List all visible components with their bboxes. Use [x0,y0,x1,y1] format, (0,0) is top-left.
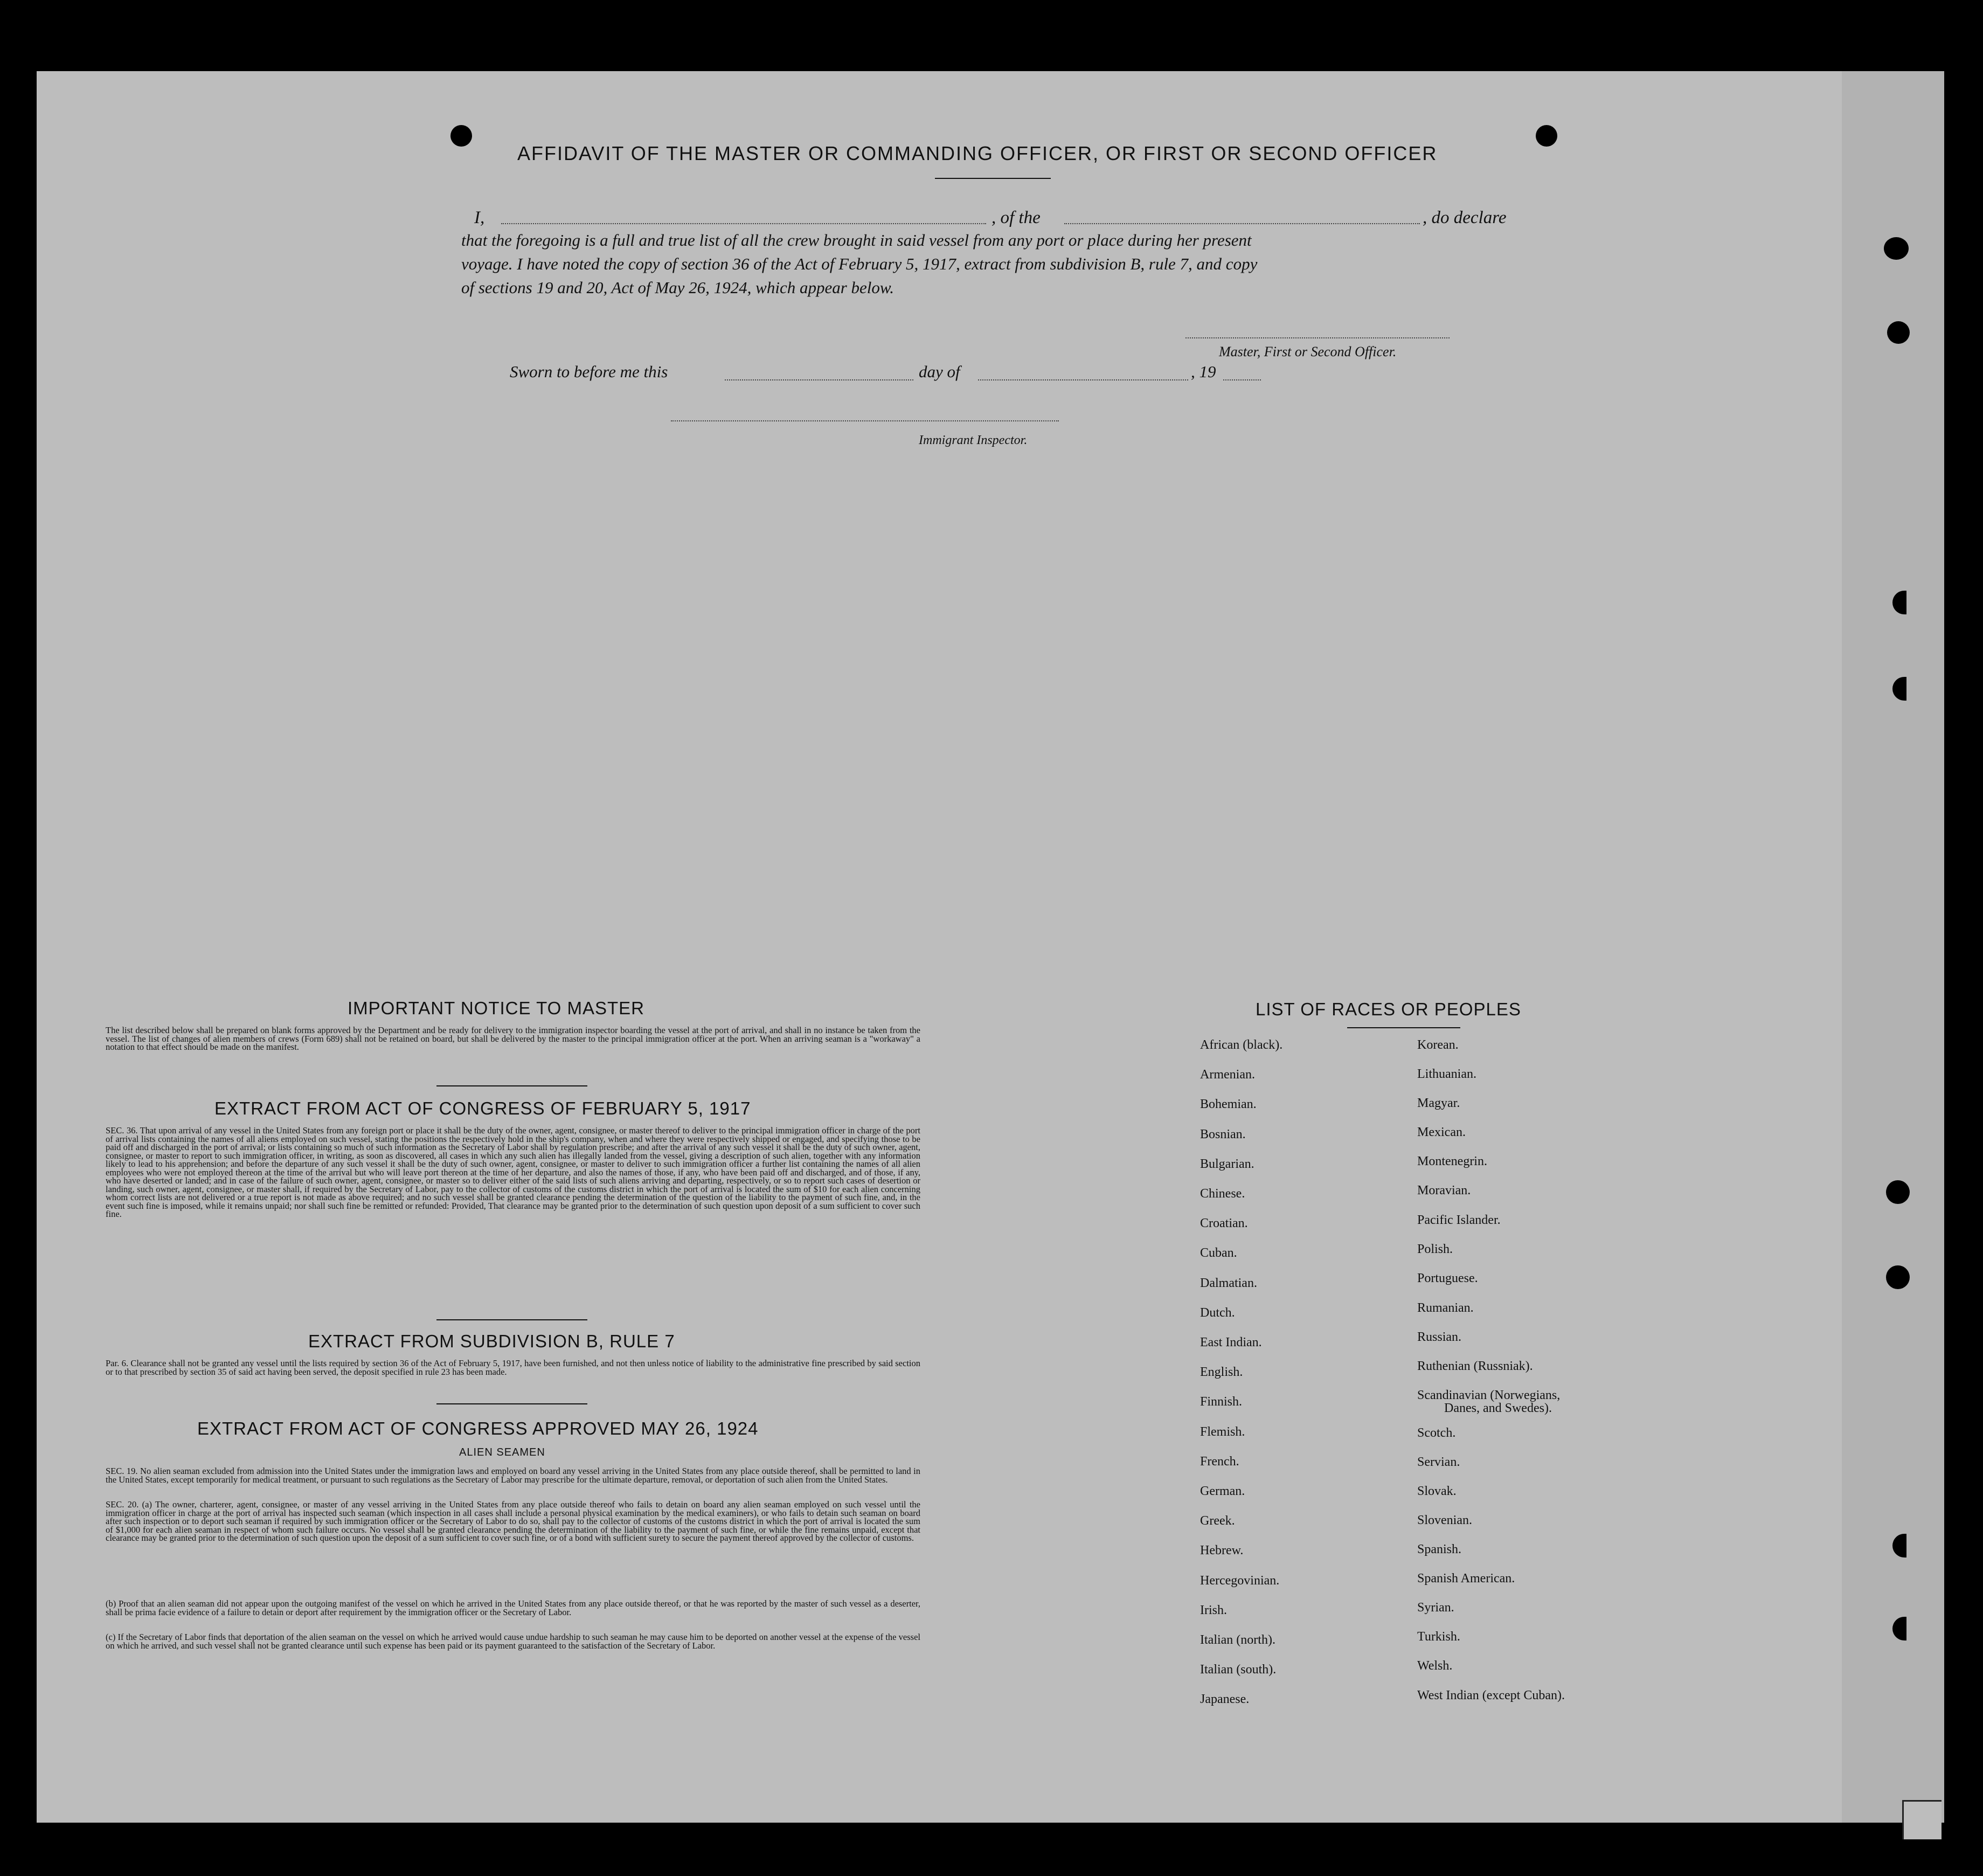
inspector-signature-line [671,420,1059,421]
race-item: Spanish American. [1417,1572,1515,1586]
race-item: Korean. [1417,1038,1459,1052]
race-item: Welsh. [1417,1659,1453,1673]
race-item: Cuban. [1200,1246,1237,1260]
affidavit-line-3: voyage. I have noted the copy of section 36 of the Act of February 5, 1917, extract from subdivision B, rule 7, and copy [461,254,1258,273]
race-item: Irish. [1200,1603,1227,1617]
inspector-label: Immigrant Inspector. [919,433,1028,447]
affidavit-line-4: of sections 19 and 20, Act of May 26, 1924, which appear below. [461,278,895,297]
rule7-body: Par. 6. Clearance shall not be granted any vessel until the lists required by section 36 of the Act of February 5, 1917, have been furnished, and not then unless notice of liability to the administrative fine prescribed by said section or to that prescribed by section 35 of said act having been served, the deposit specified in rule 23 has been made. [106,1358,920,1377]
race-item: Pacific Islander. [1417,1213,1501,1227]
race-item: Portuguese. [1417,1271,1478,1285]
race-item: Danes, and Swedes). [1444,1401,1552,1415]
race-item: Croatian. [1200,1216,1248,1230]
race-item: Polish. [1417,1242,1453,1256]
year-blank [1223,379,1261,380]
race-item: Ruthenian (Russniak). [1417,1359,1533,1373]
notice-body: The list described below shall be prepared on blank forms approved by the Department and be ready for delivery to the immigration inspector boarding the vessel at the port of arrival, and shall in no instance be taken from the vessel. The list of changes of alien members of crews (Form 689) shall not be retained on board, but shall be delivered by the master to the principal immigration officer at the port. When an arriving seaman is a "workaway" a notation to that effect should be made on the manifest. [106,1025,920,1052]
sec20b-body: (b) Proof that an alien seaman did not appear upon the outgoing manifest of the vessel on which he arrived in the United States from any place outside thereof, or that he was reported by the master of such vessel as a deserter, shall be prima facie evidence of a failure to detain or deport after requirement by the immigration officer or the Secretary of Labor. [106,1598,920,1617]
race-item: Flemish. [1200,1425,1245,1439]
divider [436,1085,587,1086]
punch-hole [1536,125,1557,147]
race-item: Armenian. [1200,1068,1255,1082]
affidavit-of-the: , of the [992,208,1041,227]
race-item: Japanese. [1200,1692,1250,1706]
punch-hole [1886,1180,1910,1204]
race-item: Chinese. [1200,1187,1245,1201]
race-item: Syrian. [1417,1601,1454,1615]
race-item: Italian (north). [1200,1633,1275,1647]
extract-1924-title: EXTRACT FROM ACT OF CONGRESS APPROVED MAY 26, 1924 [197,1418,759,1438]
punch-hole [1884,237,1909,260]
race-item: French. [1200,1455,1239,1469]
extract-1917-title: EXTRACT FROM ACT OF CONGRESS OF FEBRUARY 5, 1917 [214,1098,751,1118]
race-item: English. [1200,1365,1243,1379]
race-item: Rumanian. [1417,1301,1474,1315]
race-item: Mexican. [1417,1125,1466,1139]
race-item: Italian (south). [1200,1663,1277,1677]
day-of-label: day of [919,362,960,381]
race-item: Hercegovinian. [1200,1574,1280,1588]
race-item: Spanish. [1417,1542,1462,1556]
races-rule [1347,1027,1460,1028]
divider [436,1403,587,1404]
race-item: Scotch. [1417,1426,1456,1440]
affidavit-title: AFFIDAVIT OF THE MASTER OR COMMANDING OFFICER, OR FIRST OR SECOND OFFICER [517,142,1438,164]
vessel-blank [1064,223,1420,224]
race-item: Moravian. [1417,1183,1471,1197]
sec20c-body: (c) If the Secretary of Labor finds that deportation of the alien seaman on the vessel on which he arrived would cause undue hardship to such seaman he may cause him to be deported on another vessel at the expense of the vessel on which he arrived, and such vessel shall not be granted clearance until such expense has been paid or its payment guaranteed to the satisfaction of the Secretary of Labor. [106,1632,920,1651]
race-item: Dutch. [1200,1306,1235,1320]
sworn-day-blank [725,379,913,380]
punch-hole [1887,321,1910,344]
race-item: Magyar. [1417,1096,1460,1110]
race-item: Slovenian. [1417,1513,1472,1527]
rule7-title: EXTRACT FROM SUBDIVISION B, RULE 7 [308,1331,675,1351]
race-item: Finnish. [1200,1395,1243,1409]
race-item: East Indian. [1200,1335,1262,1349]
sec19-body: SEC. 19. No alien seaman excluded from admission into the United States under the immigration laws and employed on board any vessel arriving in the United States from any place outside thereof, shall be permitted to land in the United States, except temporarily for medical treatment, or pursuant to such regulations as the Secretary of Labor may prescribe for the ultimate departure, removal, or deportation of such alien from the United States. [106,1466,920,1485]
race-item: Servian. [1417,1455,1460,1469]
master-signature-line [1185,337,1450,338]
races-title: LIST OF RACES OR PEOPLES [1256,999,1521,1019]
alien-seamen-subtitle: ALIEN SEAMEN [459,1446,545,1458]
document-sheet [37,71,1944,1823]
sec20a-body: SEC. 20. (a) The owner, charterer, agent, consignee, or master of any vessel arriving in the United States from any place outside thereof who fails to detain on board any alien seaman employed on such vessel until the immigration officer in charge at the port of arrival has inspected such seaman (which inspection in all cases shall include a personal physical examination by the medical examiners), or who fails to detain such seaman on board after such inspection or to deport such seaman if required by such immigration officer or the Secretary of Labor to do so, shall pay to the collector of customs of the customs district in which the port of arrival is located the sum of $1,000 for each alien seaman in respect of whom such failure occurs. No vessel shall be granted clearance pending the determination of the liability to the payment of such fine, or while the fine remains unpaid, except that clearance may be granted prior to the determination of such question upon the deposit of a sum sufficient to cover such fine, or of a bond with sufficient surety to secure the payment thereof approved by the collector of customs. [106,1499,920,1543]
race-item: Dalmatian. [1200,1276,1257,1290]
master-label: Master, First or Second Officer. [1219,344,1397,359]
punch-hole [1886,1265,1910,1289]
race-item: Bosnian. [1200,1127,1246,1141]
divider [436,1319,587,1320]
notice-title: IMPORTANT NOTICE TO MASTER [348,998,645,1018]
race-item: Greek. [1200,1514,1235,1528]
race-item: Bulgarian. [1200,1157,1254,1171]
race-item: Slovak. [1417,1484,1457,1498]
year-label: , 19 [1191,362,1216,381]
race-item: Scandinavian (Norwegians, [1417,1388,1561,1402]
race-item: Turkish. [1417,1630,1460,1644]
affidavit-i: I, [474,208,485,227]
page-corner [1902,1800,1942,1839]
name-blank [501,223,986,224]
race-item: West Indian (except Cuban). [1417,1688,1565,1702]
race-item: German. [1200,1484,1245,1498]
extract-1917-body: SEC. 36. That upon arrival of any vessel in the United States from any foreign port or place it shall be the duty of the owner, agent, consignee, or master thereof to deliver to the principal immigration officer in charge of the port of arrival lists containing the names of all aliens employed on such vessel, stating the positions the respectively hold in the ship's company, when and where they were respectively shipped or engaged, and specifying those to be paid off and discharged in the port of arrival; or lists containing so much of such information as the Secretary of Labor shall by regulation prescribe; and after the arrival of any such vessel it shall be the duty of such owner, agent, consignee, or master to report to such immigration officer, in writing, as soon as discovered, all cases in which any such alien has illegally landed from the vessel, giving a description of such alien, together with any information likely to lead to his apprehension; and before the departure of any such vessel it shall be the duty of such owner, agent, consignee, or master to deliver to such immigration officer a further list containing the names of all alien employees who were not employed thereon at the time of the arrival but who will leave port thereon at the time of her departure, and also the names of those, if any, who have been paid off and discharged, and of those, if any, who have deserted or landed; and in case of the failure of such owner, agent, consignee, or master so to deliver either of the said lists of such aliens arriving and departing, respectively, or so to report such cases of desertion or landing, such owner, agent, consignee, or master shall, if required by the Secretary of Labor, pay to the collector of customs of the customs district in which the port of arrival is located the sum of $10 for each alien concerning whom correct lists are not delivered or a true report is not made as above required; and no such vessel shall be granted clearance pending the determination of the question of the liability to the payment of such fine, and, in the event such fine is imposed, while it remains unpaid; nor shall such fine be remitted or refunded: Provided, That clearance may be granted prior to the determination of such question upon deposit of a sum sufficient to cover such fine. [106,1125,920,1219]
race-item: Montenegrin. [1417,1154,1487,1168]
race-item: Bohemian. [1200,1097,1257,1111]
race-item: Russian. [1417,1330,1462,1344]
sworn-label: Sworn to before me this [510,362,668,381]
race-item: Hebrew. [1200,1543,1244,1557]
month-blank [978,379,1188,380]
race-item: African (black). [1200,1038,1283,1052]
race-item: Lithuanian. [1417,1067,1476,1081]
affidavit-declare: , do declare [1423,208,1507,227]
affidavit-line-2: that the foregoing is a full and true list of all the crew brought in said vessel from any port or place during her present [461,231,1252,250]
punch-hole [450,125,472,147]
title-rule [935,178,1051,179]
